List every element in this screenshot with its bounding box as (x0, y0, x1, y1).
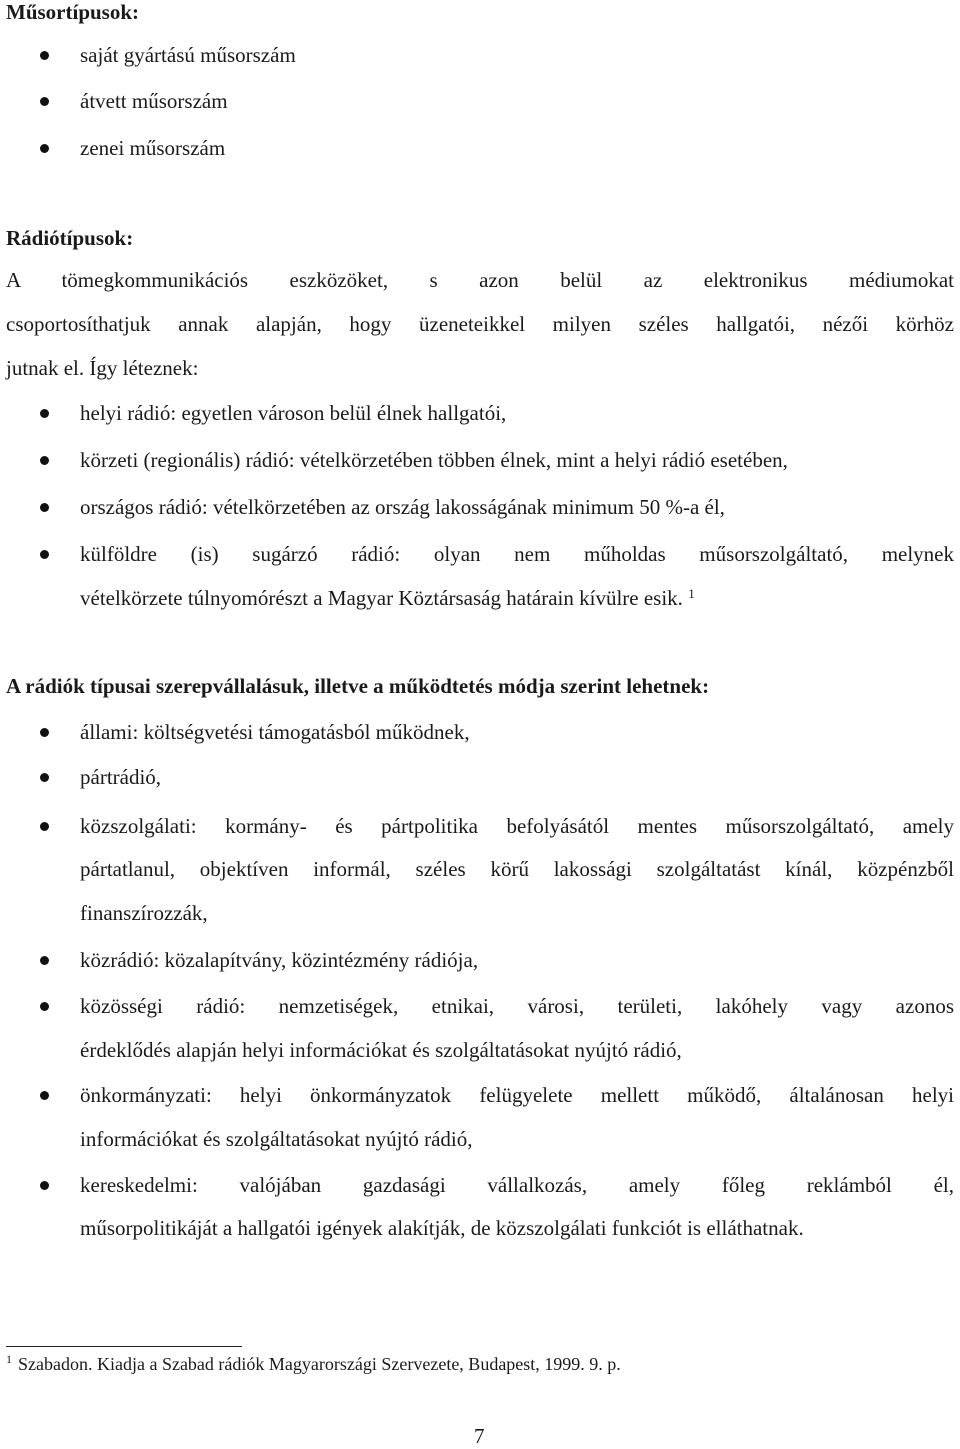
list-item: önkormányzati: helyi önkormányzatok felügyelete mellett működő, általánosan helyi (80, 1083, 954, 1107)
bullet-icon (40, 956, 49, 965)
footnote (6, 1354, 621, 1375)
list-item: közszolgálati: kormány- és pártpolitika befolyásától mentes műsorszolgáltató, amely (80, 814, 954, 838)
list-item: helyi rádió: egyetlen városon belül élnek hallgatói, (80, 401, 507, 425)
bullet-icon (40, 773, 49, 782)
bullet-icon (40, 1002, 49, 1011)
list-item-continuation: finanszírozzák, (80, 901, 208, 925)
bullet-icon (40, 97, 49, 106)
list-item: közösségi rádió: nemzetiségek, etnikai, városi, területi, lakóhely vagy azonos (80, 994, 954, 1018)
bullet-icon (40, 456, 49, 465)
list-item: közrádió: közalapítvány, közintézmény rádiója, (80, 948, 479, 972)
section-heading-musortipusok: Műsortípusok: (6, 0, 140, 24)
paragraph-line: jutnak el. Így léteznek: (6, 356, 199, 380)
list-item: átvett műsorszám (80, 89, 228, 113)
footnote-mark: 1 (6, 1352, 12, 1366)
list-item-continuation: információkat és szolgáltatásokat nyújtó rádió, (80, 1127, 473, 1151)
bullet-icon (40, 1091, 49, 1100)
list-item-text: vételkörzete túlnyomórészt a Magyar Köztársaság határain kívülre esik. (80, 586, 683, 610)
list-item-continuation: érdeklődés alapján helyi információkat és szolgáltatásokat nyújtó rádió, (80, 1038, 682, 1062)
bullet-icon (40, 1181, 49, 1190)
list-item: saját gyártású műsorszám (80, 43, 296, 67)
list-item: országos rádió: vételkörzetében az ország lakosságának minimum 50 %-a él, (80, 495, 725, 519)
list-item: állami: költségvetési támogatásból működnek, (80, 720, 470, 744)
list-item: pártrádió, (80, 765, 162, 789)
bullet-icon (40, 144, 49, 153)
section-heading-radiok-tipusai: A rádiók típusai szerepvállalásuk, illetve a működtetés módja szerint lehetnek: (6, 674, 710, 698)
bullet-icon (40, 503, 49, 512)
list-item: kereskedelmi: valójában gazdasági vállalkozás, amely főleg reklámból él, (80, 1173, 954, 1197)
section-heading-radiotipusok: Rádiótípusok: (6, 226, 134, 250)
bullet-icon (40, 409, 49, 418)
footnote-reference: 1 (688, 586, 695, 601)
list-item: körzeti (regionális) rádió: vételkörzetében többen élnek, mint a helyi rádió esetében, (80, 448, 788, 472)
list-item: külföldre (is) sugárzó rádió: olyan nem műholdas műsorszolgáltató, melynek (80, 542, 954, 566)
bullet-icon (40, 822, 49, 831)
page-number: 7 (474, 1424, 485, 1448)
list-item-continuation: pártatlanul, objektíven informál, széles körű lakossági szolgáltatást kínál, közpénzből (80, 857, 954, 881)
list-item-continuation (80, 584, 695, 612)
footnote-text: Szabadon. Kiadja a Szabad rádiók Magyarországi Szervezete, Budapest, 1999. 9. p. (18, 1354, 621, 1374)
paragraph-line: csoportosíthatjuk annak alapján, hogy üzeneteikkel milyen széles hallgatói, nézői körhöz (6, 312, 954, 336)
footnote-separator (6, 1346, 242, 1347)
list-item: zenei műsorszám (80, 136, 226, 160)
bullet-icon (40, 550, 49, 559)
list-item-continuation: műsorpolitikáját a hallgatói igények alakítják, de közszolgálati funkciót is elláthatnak. (80, 1216, 804, 1240)
bullet-icon (40, 51, 49, 60)
bullet-icon (40, 728, 49, 737)
paragraph-line: A tömegkommunikációs eszközöket, s azon belül az elektronikus médiumokat (6, 268, 954, 292)
